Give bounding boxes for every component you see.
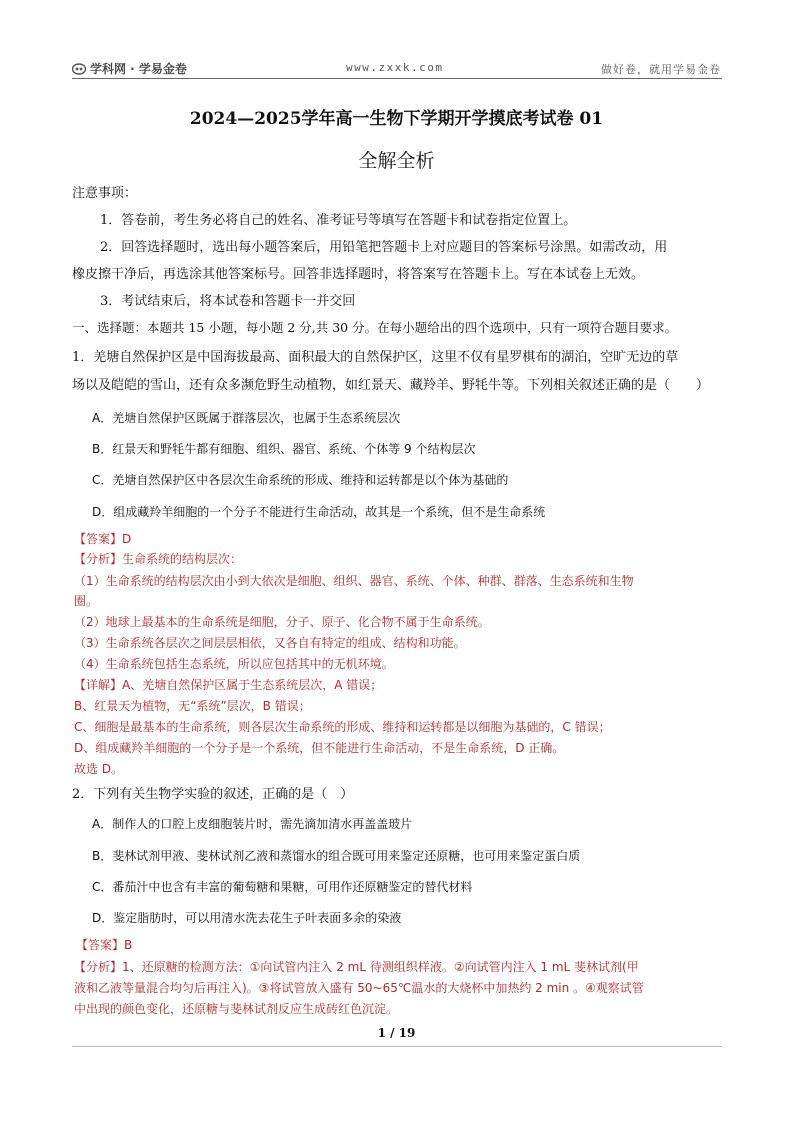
explain-line: B、红景天为植物，无“系统”层次，B 错误； xyxy=(74,699,311,713)
notice-item: 1．答卷前，考生务必将自己的姓名、准考证号等填写在答题卡和试卷指定位置上。 xyxy=(100,213,577,228)
analysis-line: 【分析】1、还原糖的检测方法：①向试管内注入 2 mL 待测组织样液。②向试管内注入 1 mL 斐林试剂(甲 xyxy=(74,960,639,974)
analysis-line: 中出现的颜色变化，还原糖与斐林试剂反应生成砖红色沉淀。 xyxy=(74,1002,399,1016)
question-1-option-a: A．羌塘自然保护区既属于群落层次，也属于生态系统层次 xyxy=(92,411,401,425)
notice-item: 3．考试结束后，将本试卷和答题卡一并交回 xyxy=(100,294,356,309)
question-1-stem: 1．羌塘自然保护区是中国海拔最高、面积最大的自然保护区，这里不仅有星罗棋布的湖泊，空旷无边的草 xyxy=(72,350,679,365)
question-1-option-c: C．羌塘自然保护区中各层次生命系统的形成、维持和运转都是以个体为基础的 xyxy=(92,473,509,487)
page-subtitle: 全解全析 xyxy=(358,150,435,172)
analysis-line: （4）生命系统包括生态系统，所以应包括其中的无机环境。 xyxy=(74,657,394,671)
logo-text: 学科网 · 学易金卷 xyxy=(90,62,187,76)
page-title: 2024—2025学年高一生物下学期开学摸底考试卷 01 xyxy=(189,109,604,129)
logo-icon xyxy=(72,63,86,75)
question-1-answer: 【答案】D xyxy=(74,532,132,546)
notice-item: 橡皮擦干净后，再选涂其他答案标号。回答非选择题时，将答案写在答题卡上。写在本试卷上无效。 xyxy=(72,267,645,282)
section-heading: 一、选择题：本题共 15 小题，每小题 2 分,共 30 分。在每小题给出的四个选项中，只有一项符合题目要求。 xyxy=(72,320,678,335)
explain-line: 故选 D。 xyxy=(74,762,124,776)
analysis-line: 液和乙液等量混合均匀后再注入)。③将试管放入盛有 50~65℃温水的大烧杯中加热约 2 min 。④观察试管 xyxy=(74,981,644,995)
analysis-line: 圈。 xyxy=(74,594,99,608)
analysis-line: （1）生命系统的结构层次由小到大依次是细胞、组织、器官、系统、个体、种群、群落、生态系统和生物 xyxy=(74,574,634,588)
brand-logo xyxy=(72,60,187,77)
question-2-option-c: C．番茄汁中也含有丰富的葡萄糖和果糖，可用作还原糖鉴定的替代材料 xyxy=(92,880,473,894)
analysis-line: （3）生命系统各层次之间层层相依，又各自有特定的组成、结构和功能。 xyxy=(74,636,466,650)
question-1-option-b: B．红景天和野牦牛都有细胞、组织、器官、系统、个体等 9 个结构层次 xyxy=(92,442,476,456)
header-divider xyxy=(72,78,722,79)
explain-line: D、组成藏羚羊细胞的一个分子是一个系统，但不能进行生命活动，不是生命系统，D 正确。 xyxy=(74,741,565,755)
notice-heading: 注意事项： xyxy=(72,186,138,201)
question-2-option-d: D．鉴定脂肪时，可以用清水洗去花生子叶表面多余的染液 xyxy=(92,911,402,925)
analysis-line: （2）地球上最基本的生命系统是细胞，分子、原子、化合物不属于生命系统。 xyxy=(74,615,490,629)
header-url: www.zxxk.com xyxy=(346,61,444,74)
question-1-option-d: D．组成藏羚羊细胞的一个分子不能进行生命活动，故其是一个系统，但不是生命系统 xyxy=(92,505,546,519)
question-2-option-a: A．制作人的口腔上皮细胞装片时，需先滴加清水再盖盖玻片 xyxy=(92,817,413,831)
explain-line: 【详解】A、羌塘自然保护区属于生态系统层次，A 错误； xyxy=(74,678,383,692)
question-2-stem: 2．下列有关生物学实验的叙述，正确的是（ ） xyxy=(72,787,354,802)
question-1-stem: 场以及皑皑的雪山，还有众多濒危野生动植物，如红景天、藏羚羊、野牦牛等。下列相关叙述正确的是（ ） xyxy=(72,378,710,393)
notice-item: 2．回答选择题时，选出每小题答案后，用铅笔把答题卡上对应题目的答案标号涂黑。如需改动，用 xyxy=(100,240,668,255)
analysis-line: 【分析】生命系统的结构层次： xyxy=(74,552,243,566)
footer-divider xyxy=(72,1046,722,1047)
explain-line: C、细胞是最基本的生命系统，则各层次生命系统的形成、维持和运转都是以细胞为基础的，C 错误； xyxy=(74,720,611,734)
header-slogan: 做好卷，就用学易金卷 xyxy=(601,63,721,76)
question-2-answer: 【答案】B xyxy=(76,938,133,952)
page-number: 1 / 19 xyxy=(377,1026,416,1040)
question-2-option-b: B．斐林试剂甲液、斐林试剂乙液和蒸馏水的组合既可用来鉴定还原糖，也可用来鉴定蛋白质 xyxy=(92,849,581,863)
